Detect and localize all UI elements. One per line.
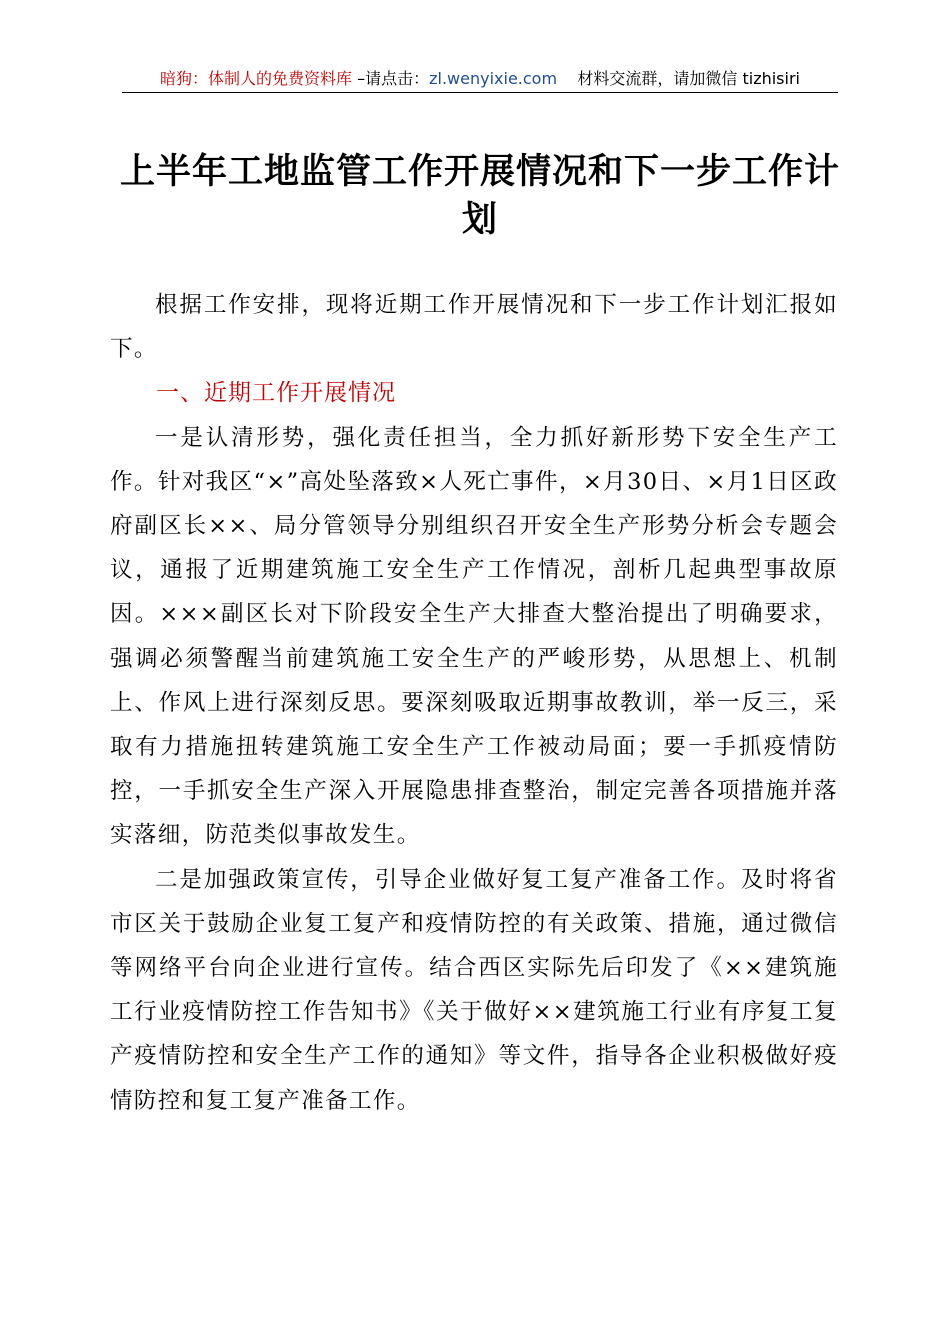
- body-paragraph-1: 一是认清形势，强化责任担当，全力抓好新形势下安全生产工作。针对我区“×”高处坠落致×人死亡事件，×月30日、×月1日区政府副区长××、局分管领导分别组织召开安全生产形势分析会专题会议，通报了近期建筑施工安全生产工作情况，剖析几起典型事故原因。×××副区长对下阶段安全生产大排查大整治提出了明确要求，强调必须警醒当前建筑施工安全生产的严峻形势，从思想上、机制上、作风上进行深刻反思。要深刻吸取近期事故教训，举一反三，采取有力措施扭转建筑施工安全生产工作被动局面；要一手抓疫情防控，一手抓安全生产深入开展隐患排查整治，制定完善各项措施并落实落细，防范类似事故发生。: [110, 424, 838, 849]
- header-prompt: –请点击：: [352, 69, 430, 88]
- intro-paragraph: 根据工作安排，现将近期工作开展情况和下一步工作计划汇报如下。: [110, 292, 838, 363]
- header-link[interactable]: zl.wenyixie.com: [429, 69, 558, 88]
- page-header: [122, 66, 838, 93]
- body-paragraph-2: 二是加强政策宣传，引导企业做好复工复产准备工作。及时将省市区关于鼓励企业复工复产和疫情防控的有关政策、措施，通过微信等网络平台向企业进行宣传。结合西区实际先后印发了《××建筑施工行业疫情防控工作告知书》《关于做好××建筑施工行业有序复工复产疫情防控和安全生产工作的通知》等文件，指导各企业积极做好疫情防控和复工复产准备工作。: [110, 866, 838, 1114]
- header-brand: 暗狗：体制人的免费资料库: [160, 69, 353, 88]
- document-title: 上半年工地监管工作开展情况和下一步工作计划: [120, 151, 841, 240]
- header-contact: 材料交流群，请加微信 tizhisiri: [577, 69, 800, 88]
- section-heading: 一、近期工作开展情况: [156, 380, 396, 407]
- header-spacer: [557, 69, 577, 88]
- document-body: [110, 283, 838, 1123]
